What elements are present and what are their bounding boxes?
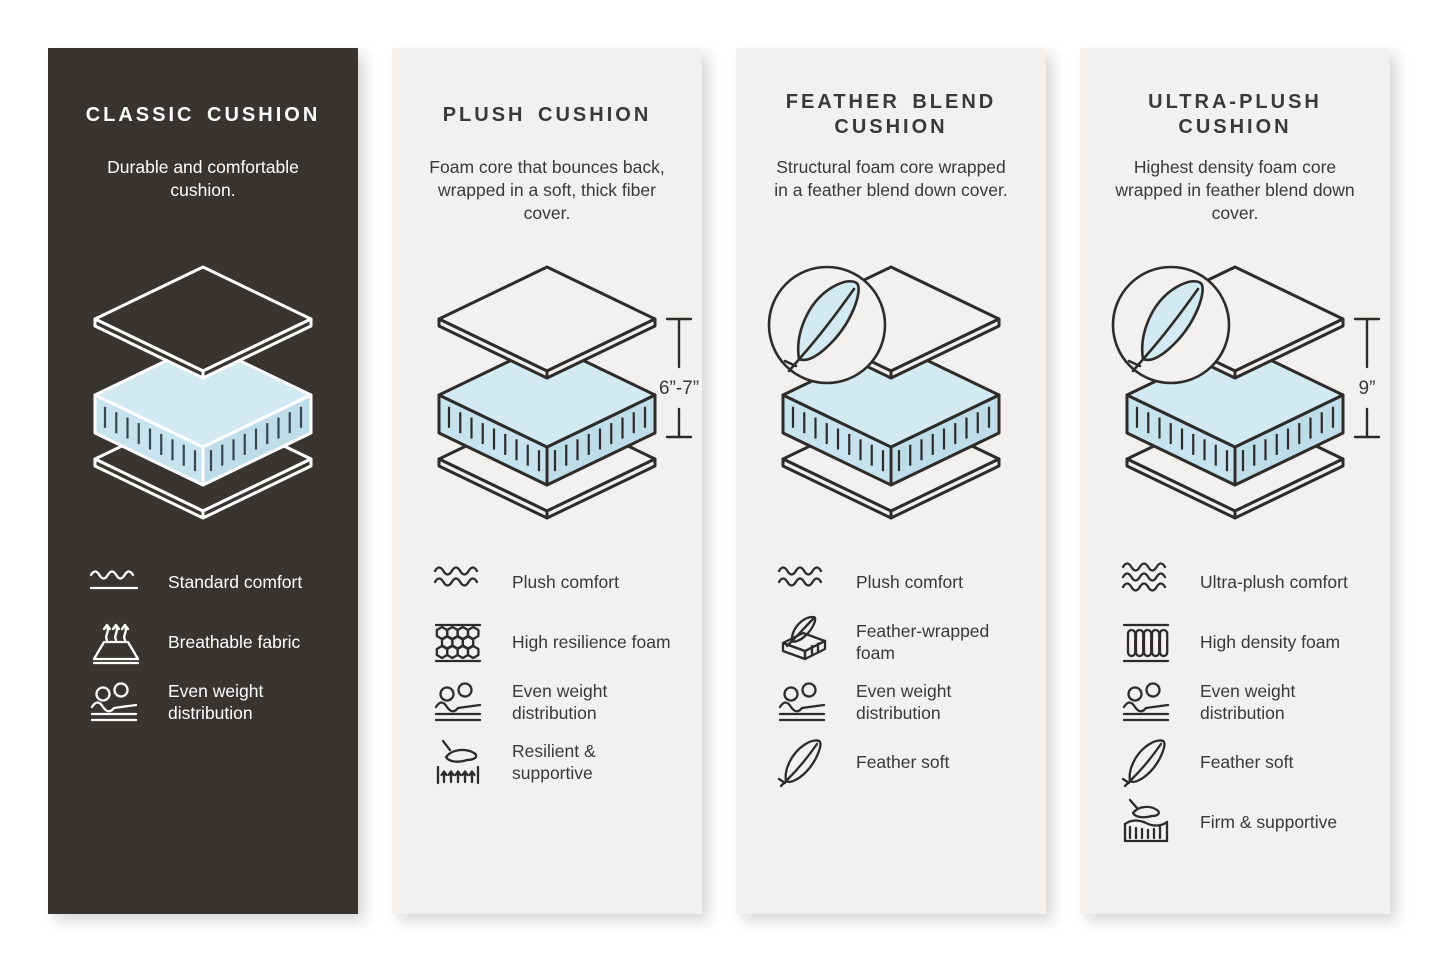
- wave-standard-icon: [86, 554, 142, 610]
- panel-description: Highest density foam core wrapped in feather blend down cover.: [1115, 157, 1355, 224]
- weight-distribution-icon: [1118, 674, 1174, 730]
- panel-description: Structural foam core wrapped in a feather blend down cover.: [774, 157, 1008, 201]
- firm-hand-icon: [1118, 794, 1174, 850]
- weight-distribution-icon: [774, 674, 830, 730]
- panel-description: Foam core that bounces back, wrapped in a soft, thick fiber cover.: [429, 157, 665, 224]
- wave-ultra-icon: [1118, 554, 1174, 610]
- feather-foam-icon: [774, 614, 830, 670]
- feature-row: [1118, 734, 1366, 790]
- wave-plush-icon: [430, 554, 486, 610]
- panel-title: ULTRA-PLUSH CUSHION: [1148, 91, 1322, 138]
- feature-row: [1118, 794, 1366, 850]
- height-dimension: [659, 319, 699, 437]
- panel-description: Durable and comfortable cushion.: [107, 157, 299, 201]
- feature-row: [430, 614, 678, 670]
- feather-icon: [1118, 734, 1174, 790]
- feather-icon: [774, 734, 830, 790]
- feather-badge: [769, 267, 885, 383]
- feature-label: Plush comfort: [856, 571, 963, 592]
- cushion-exploded-view: [741, 261, 1041, 523]
- cushion-exploded-view: [53, 261, 353, 523]
- cushion-exploded-view: [397, 261, 700, 523]
- feature-label: Ultra-plush comfort: [1200, 571, 1348, 592]
- feature-row: [1118, 554, 1366, 610]
- feature-label: Even weight distribution: [512, 680, 608, 723]
- panel-title: FEATHER BLEND CUSHION: [785, 91, 997, 138]
- breathable-icon: [86, 614, 142, 670]
- feature-label: High density foam: [1200, 631, 1341, 652]
- feature-label: Feather soft: [1200, 751, 1294, 772]
- panel-plush-cushion: [392, 48, 702, 914]
- feature-list: [1104, 554, 1366, 850]
- dimension-label: 6”-7”: [658, 378, 700, 399]
- feature-label: High resilience foam: [512, 631, 671, 652]
- feature-row: [86, 554, 334, 610]
- feature-row: [430, 674, 678, 730]
- feature-label: Even weight distribution: [856, 680, 952, 723]
- feature-label: Resilient & supportive: [512, 740, 596, 783]
- feature-row: [774, 674, 1022, 730]
- panel-feather-blend-cushion: [736, 48, 1046, 914]
- feather-badge: [1113, 267, 1229, 383]
- panel-classic-cushion: [48, 48, 358, 914]
- feature-row: [430, 554, 678, 610]
- cushion-exploded-view: [1085, 261, 1385, 523]
- feature-label: Breathable fabric: [168, 631, 301, 652]
- feature-row: [1118, 674, 1366, 730]
- feature-list: [416, 554, 678, 790]
- dimension-label: 9”: [1358, 378, 1376, 399]
- feature-row: [774, 614, 1022, 670]
- panel-title: CLASSIC CUSHION: [85, 103, 321, 126]
- density-foam-icon: [1118, 614, 1174, 670]
- weight-distribution-icon: [86, 674, 142, 730]
- feature-label: Feather-wrapped foam: [856, 620, 990, 663]
- feature-list: [72, 554, 334, 730]
- feature-label: Standard comfort: [168, 571, 303, 592]
- cushion-layers-diagram: [748, 244, 1034, 540]
- cushion-layers-diagram: [404, 244, 700, 540]
- wave-plush-icon: [774, 554, 830, 610]
- feature-row: [774, 554, 1022, 610]
- feature-row: [430, 734, 678, 790]
- cushion-layers-diagram: [1092, 244, 1378, 540]
- feature-label: Firm & supportive: [1200, 811, 1338, 832]
- feature-row: [86, 674, 334, 730]
- feature-row: [774, 734, 1022, 790]
- feature-row: [1118, 614, 1366, 670]
- cushion-layers-diagram: [60, 244, 346, 540]
- honeycomb-foam-icon: [430, 614, 486, 670]
- panel-ultra-plush-cushion: [1080, 48, 1390, 914]
- weight-distribution-icon: [430, 674, 486, 730]
- feature-list: [760, 554, 1022, 790]
- resilient-hand-icon: [430, 734, 486, 790]
- feature-label: Plush comfort: [512, 571, 619, 592]
- feature-row: [86, 614, 334, 670]
- panel-title: PLUSH CUSHION: [442, 103, 652, 126]
- height-dimension: [1355, 319, 1379, 437]
- feature-label: Feather soft: [856, 751, 950, 772]
- feature-label: Even weight distribution: [1200, 680, 1296, 723]
- feature-label: Even weight distribution: [168, 680, 264, 723]
